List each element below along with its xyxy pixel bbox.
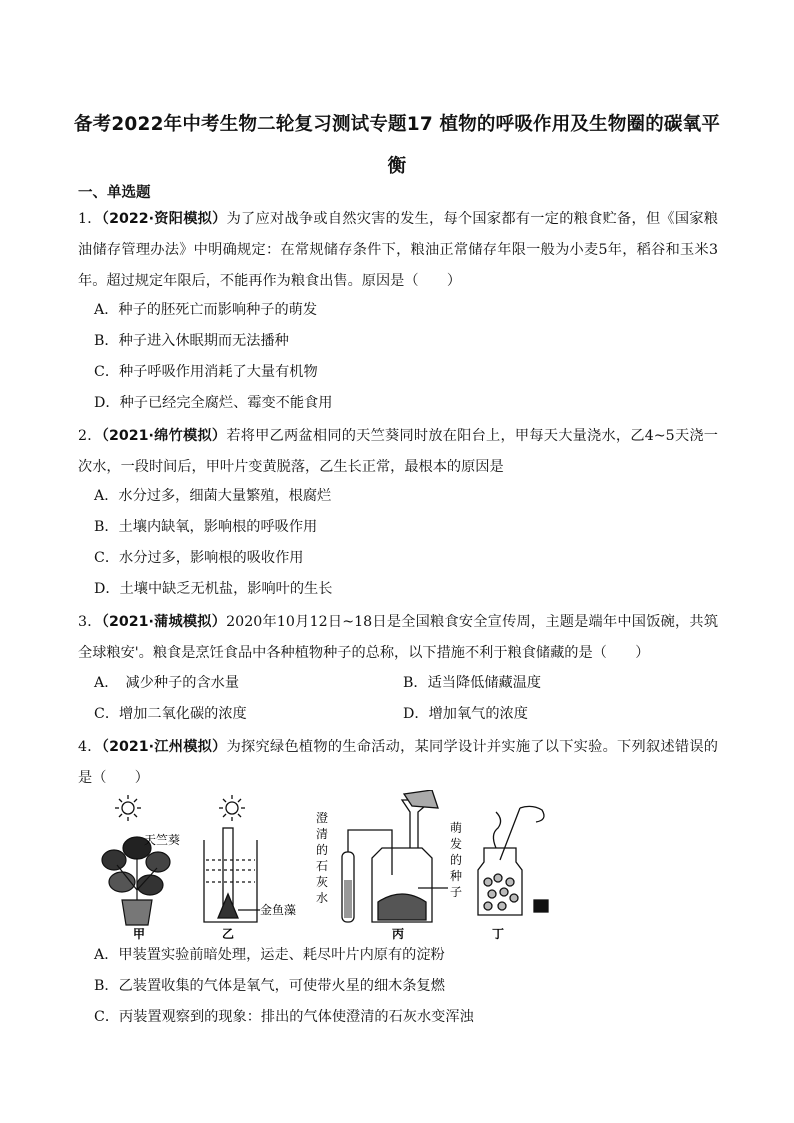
question-source: （2021·江州模拟） — [101, 739, 227, 755]
sun-icon — [219, 795, 245, 821]
question-number: 2． — [78, 428, 102, 444]
q2-option-c: C．水分过多，影响根的吸收作用 — [94, 550, 304, 566]
label-yi: 乙 — [222, 927, 235, 940]
experiment-diagram — [92, 790, 562, 940]
q4-option-c: C．丙装置观察到的现象：排出的气体使澄清的石灰水变浑浊 — [94, 1009, 474, 1025]
question-1 — [78, 204, 718, 297]
label-ding: 丁 — [492, 927, 505, 940]
experiment-figure — [92, 790, 562, 940]
q1-option-d: D．种子已经完全腐烂、霉变不能食用 — [94, 395, 333, 411]
svg-text:子: 子 — [450, 885, 463, 899]
seed-jar-apparatus — [478, 806, 548, 915]
svg-text:萌: 萌 — [450, 821, 463, 835]
q1-option-a: A．种子的胚死亡而影响种子的萌发 — [94, 302, 318, 318]
label-seeds — [450, 821, 462, 899]
title-line-2: 衡 — [387, 156, 407, 177]
svg-text:水: 水 — [316, 891, 329, 905]
q4-option-b: B．乙装置收集的气体是氧气，可使带火星的细木条复燃 — [94, 978, 445, 994]
label-algae: 金鱼藻 — [260, 903, 297, 917]
q1-option-c: C．种子呼吸作用消耗了大量有机物 — [94, 364, 318, 380]
q2-option-d: D．土壤中缺乏无机盐，影响叶的生长 — [94, 581, 333, 597]
question-number: 4． — [78, 739, 102, 755]
beaker-apparatus — [204, 828, 260, 922]
svg-text:灰: 灰 — [316, 875, 329, 889]
q1-option-b: B．种子进入休眠期而无法播种 — [94, 333, 289, 349]
respiration-apparatus — [342, 790, 448, 922]
q4-option-a: A．甲装置实验前暗处理，运走、耗尽叶片内原有的淀粉 — [94, 947, 445, 963]
label-jia: 甲 — [133, 927, 146, 940]
question-source: （2022·资阳模拟） — [101, 211, 227, 227]
label-limewater — [316, 811, 328, 905]
document-title — [60, 104, 734, 188]
svg-text:清: 清 — [316, 827, 329, 841]
question-source: （2021·绵竹模拟） — [101, 428, 227, 444]
sun-icon — [115, 795, 141, 821]
geranium-plant — [102, 837, 170, 925]
q2-option-b: B．土壤内缺氧，影响根的呼吸作用 — [94, 519, 318, 535]
question-4 — [78, 732, 718, 794]
q2-option-a: A．水分过多，细菌大量繁殖，根腐烂 — [94, 488, 332, 504]
label-bing: 丙 — [392, 927, 405, 940]
svg-text:澄: 澄 — [316, 811, 329, 825]
question-3 — [78, 607, 718, 669]
question-text: 若将甲乙两盆相同的天竺葵同时放在阳台上，甲每天大量浇水，乙4~5天浇一次水，一段时间后，甲叶片变黄脱落，乙生长正常，最根本的原因是 — [78, 428, 718, 475]
question-text: 为了应对战争或自然灾害的发生，每个国家都有一定的粮食贮备，但《国家粮油储存管理办法》中明确规定：在常规储存条件下，粮油正常储存年限一般为小麦5年，稻谷和玉米3年。超过规定年限后，不能再作为粮食出售。原因是（ ） — [78, 211, 718, 289]
question-source: （2021·蒲城模拟） — [101, 614, 227, 630]
section-heading: 一、单选题 — [78, 185, 151, 201]
question-number: 1． — [78, 211, 102, 227]
question-number: 3． — [78, 614, 102, 630]
svg-text:发: 发 — [450, 837, 463, 851]
label-plant: 天竺葵 — [144, 833, 181, 847]
svg-text:石: 石 — [316, 859, 329, 873]
q3-option-c: C．增加二氧化碳的浓度 — [94, 706, 247, 722]
question-text: 为探究绿色植物的生命活动，某同学设计并实施了以下实验。下列叙述错误的是（ ） — [78, 739, 718, 786]
svg-text:种: 种 — [450, 869, 463, 883]
q3-option-d: D．增加氧气的浓度 — [403, 706, 528, 722]
q3-option-a: A． 减少种子的含水量 — [94, 675, 240, 691]
title-line-1: 备考2022年中考生物二轮复习测试专题17 植物的呼吸作用及生物圈的碳氧平 — [73, 114, 721, 135]
svg-text:的: 的 — [316, 843, 329, 857]
question-2 — [78, 421, 718, 483]
q3-option-b: B．适当降低储藏温度 — [403, 675, 542, 691]
svg-text:的: 的 — [450, 853, 463, 867]
question-text: 2020年10月12日~18日是全国粮食安全宣传周，主题是端年中国饭碗，共筑全球粮安'。粮食是烹饪食品中各种植物种子的总称，以下措施不利于粮食储藏的是（ ） — [78, 614, 719, 661]
